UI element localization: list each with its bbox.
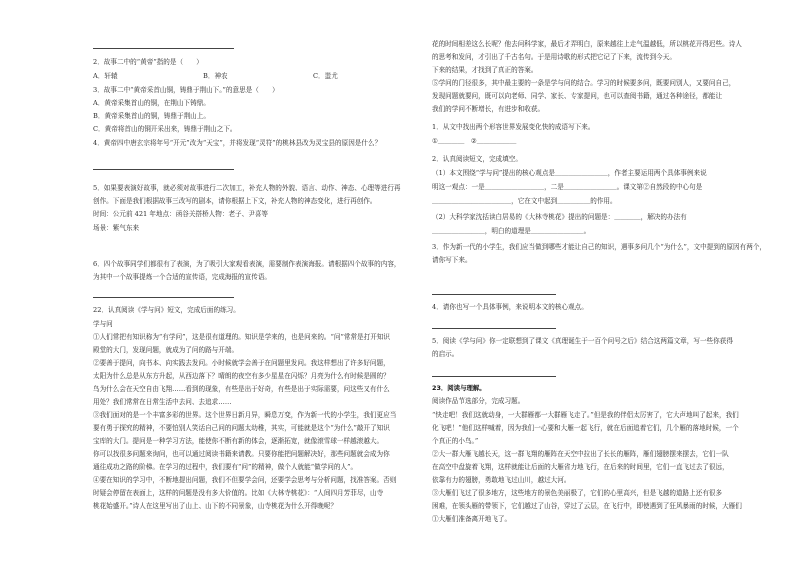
q3-option-a[interactable]: A．黄帝采集首山的铜，在荆山下铸鼎。 <box>93 99 210 107</box>
rq2-line[interactable]: 明这一观点：一是＿＿＿＿＿＿＿＿＿，二是＿＿＿＿＿＿＿＿。课文第②自然段的中心句是 <box>432 183 703 191</box>
p4-line: ④要在知识的学习中，不断地提出问题，我们不但要学会问，还要学会思考与分析问题，找准答案。否则 <box>93 476 397 484</box>
q3-option-c[interactable]: C．黄帝将首山的铜开采出来，铸鼎于荆山之下。 <box>93 125 237 133</box>
rq4-answer-line <box>432 328 556 329</box>
q2-stem: 2．故事二中的“黄帝”指的是（ ） <box>93 58 203 66</box>
p3-line: 通往成功之路的阶梯。在学习的过程中，我们要有“问”的精神，做个人就能“做学问的人”。 <box>93 463 358 471</box>
q5-line-2: 创作。下面是我们根据故事三改写的剧本，请你根据上下文，补充人物的神态变化，进行再创作。 <box>93 197 377 205</box>
rq1-blanks[interactable]: ①＿＿＿＿ ②＿＿＿＿＿＿ <box>432 137 517 145</box>
p5-line: 我们的学问不断增长，有进步和收获。 <box>432 105 545 113</box>
p3-line: 要有勇于探究的精神，不要怕别人笑话自己问的问题太幼稚，其实，可能就是这个“为什么”敲开了知识 <box>93 424 390 432</box>
q4-answer-line <box>93 169 234 170</box>
intro-line: 花的时间相差这么长呢？他去问科学家，最后才弄明白，原来越往上走气温越低，所以桃花开得迟些。诗人 <box>432 40 742 48</box>
r1-line: 化飞吧！”他们这样喊着，因为我们一心要和大雁一起飞行，就在后面追着它们，几个雁的落地时候，一个 <box>432 424 739 432</box>
p2-line: 太阳为什么总是从东方升起，从西边落下？晴朗的夜空有多少星星在闪烁？月亮为什么有时候是圆的？ <box>93 372 390 380</box>
q2-option-c[interactable]: C．蚩尤 <box>313 72 338 80</box>
q6-answer-line <box>93 297 234 298</box>
rq3-line: 3．作为新一代的小学生，我们应当做到哪些才能让自己的知识，遇事多问几个“为什么”，文中提到的原因有两个， <box>432 243 767 251</box>
r1-line: “快走吧！我们这就动身，一大群雁都一大群雁飞走了。”但是我的伴侣太厉害了，它大声地叫了起来，我们 <box>432 411 739 419</box>
q23-title: 23．阅读与理解。 <box>432 384 486 392</box>
rq1-stem: 1．从文中找出两个形容世界发展变化快的成语写下来。 <box>432 123 595 131</box>
q23-subtitle: 阅读作品节选部分，完成习题。 <box>432 397 525 405</box>
rq3-line: 请你写下来。 <box>432 256 472 264</box>
rq4-stem: 4．请你也写一个具体事例，来说明本文的核心观点。 <box>432 303 588 311</box>
rq2-line[interactable]: （2）大科学家沈括读白居易的《大林寺桃花》提出的问题是：＿＿＿＿，解决的办法有 <box>432 213 687 221</box>
q22-title: 22．认真阅读《学与问》短文，完成后面的练习。 <box>93 306 240 314</box>
r3-line: ③大雁们飞过了很多地方，这些地方的景色美丽极了，它们的心里高兴，但是飞越的道路上还有很多 <box>432 489 723 497</box>
article-title: 学与问 <box>93 320 113 328</box>
answer-line <box>93 48 234 49</box>
rq2-line[interactable]: ＿＿＿＿＿＿＿＿＿＿＿＿，它在文中起到＿＿＿＿＿的作用。 <box>432 197 617 205</box>
rq2-line[interactable]: ＿＿＿＿＿＿＿＿，明白的道理是＿＿＿＿＿＿＿＿。 <box>432 227 591 235</box>
q2-option-b[interactable]: B．神农 <box>203 72 228 80</box>
p3-line: ③我们面对的是一个丰富多彩的世界。这个世界日新月异，瞬息万变，作为新一代的小学生，我们更应当 <box>93 411 397 419</box>
p1-line: 殿堂的大门，发现问题，就成为了问的路与开端。 <box>93 346 239 354</box>
p1-line: ①人们常把有知识称为“有学问”，这是很有道理的。知识是学来的，也是问来的。“问”常常是打开知识 <box>93 333 391 341</box>
p2-line: ②要善于提问，向书本、向实践去发问。小时候就学会善于在问题里发问。我这样想出了许多好问题， <box>93 359 390 367</box>
p5-line: ⑤学问的门径很多，其中最主要的一条是学与问的结合。学习的时候要多问，既要问别人，又要问自己， <box>432 79 736 87</box>
intro-line: 的思考和发问，才引出了千古名句。于是用诗歌的形式把它记了下来，流传到今天。 <box>432 53 676 61</box>
p3-line: 宝库的大门。提问是一种学习方法，能使你不断有新的体会，逐渐拓宽，就像滚雪球一样越滚越大。 <box>93 437 384 445</box>
p4-line: 时疑会停留在表面上，这样的问题是没有多大价值的。比如《大林寺桃花》：“人间四月芳菲尽，山寺 <box>93 489 384 497</box>
q5-line-4: 场景：紫气东来 <box>93 224 140 232</box>
r1-line: 个真正的小鸟。” <box>432 437 479 445</box>
r2-line: ②大一群大雁飞越长天，这一群飞翔的雁阵在天空中拉出了长长的雁阵，雁们翅膀摆来摆去，它们一队 <box>432 450 729 458</box>
r3-line: 困难，在领头雁的带领下，它们越过了山谷，穿过了云层，在飞行中，即使遇到了狂风暴雨的时候，大雁们 <box>432 502 742 510</box>
intro-line: 下来的结果，才找到了真正的答案。 <box>432 66 538 74</box>
p2-line: 用处？我们常常在日常生活中去问、去追求…… <box>93 398 232 406</box>
rq3-answer-line <box>432 294 556 295</box>
rq2-stem: 2．认真阅读短文，完成填空。 <box>432 155 522 163</box>
rq5-line: 5．阅读《学与问》你一定联想到了课文《真理诞生于一百个问号之后》结合这两篇文章，写一些你获得 <box>432 337 733 345</box>
q3-stem: 3．故事二中“黄帝采首山铜，铸鼎于荆山下。”的意思是（ ） <box>93 86 279 94</box>
p2-line: 鸟为什么会在天空自由飞翔……看到的现象，有些是出于好奇，有些是出于实际需要，问这些又有什么 <box>93 385 390 393</box>
q6-line-2: 为其中一个故事提炼一个合适的宣传语，完成海报的宣传语。 <box>93 273 272 281</box>
r2-line: 在高空中盘旋着飞翔，这样就能让后面的大雁省力地飞行，在后来的时间里，它们一直飞过去了很远， <box>432 463 729 471</box>
r2-line: 依靠有力的翅膀，勇敢地飞过山川，越过大河。 <box>432 476 571 484</box>
q5-line-1: 5．如果要表演好故事，就必须对故事进行二次加工，补充人物的外貌、语言、动作、神态、心理等进行再 <box>93 184 401 192</box>
p4-line: 桃花始盛开。”诗人在这里写出了山上、山下的不同景象，山寺桃花为什么开得晚呢？ <box>93 502 338 510</box>
rq5-line: 的启示。 <box>432 350 459 358</box>
r1-line-lead: ①大雁们准备离开地飞了。 <box>432 515 512 523</box>
q2-option-a[interactable]: A．轩辕 <box>93 72 118 80</box>
rq2-line[interactable]: （1）本文围绕“学与问”提出的核心观点是＿＿＿＿＿＿＿＿，作者主要运用两个具体事例来说 <box>432 169 707 177</box>
rq5-answer-line <box>432 376 556 377</box>
q3-option-b[interactable]: B．黄帝采集首山的铜，铸鼎于荆山上。 <box>93 112 210 120</box>
q5-line-3: 时间：公元前 421 年地点：函谷关搭桥人物：老子、尹喜等 <box>93 210 269 218</box>
p3-line: 你可以找很多问题来询问，也可以通过阅读书籍来请教。只要你能把问题解决好，那些问题就会成为你 <box>93 450 390 458</box>
p5-line: 发现问题就要问，既可以向老师、同学、家长、专家提问，也可以查阅书籍，通过各种途径，都能让 <box>432 92 723 100</box>
q6-line-1: 6．四个故事同学们都很有了表演，为了吸引大家观看表演，需要制作表演海报。请根据四个故事的内容， <box>93 260 401 268</box>
q4-stem: 4．黄帝四中唐玄宗将年号“开元”改为“天宝”，并将发现“灵符”的桃林县改为灵宝县的原因是什么？ <box>93 139 382 147</box>
